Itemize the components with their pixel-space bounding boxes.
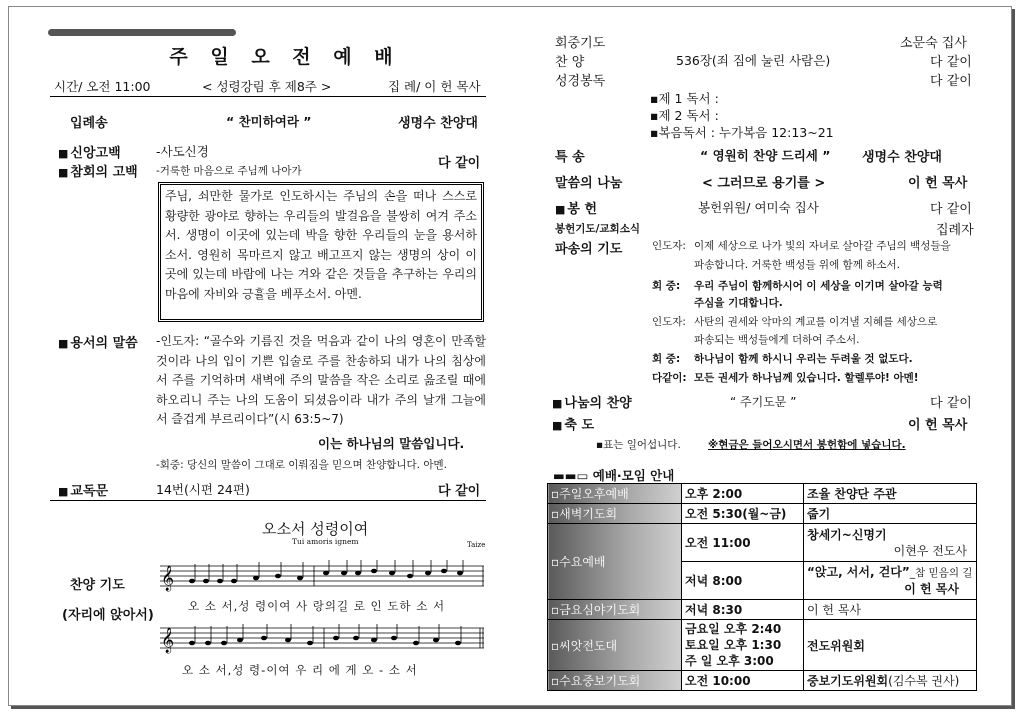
- reading-1: ▪제 1 독서 :: [650, 91, 719, 106]
- music-staff-1: [160, 560, 484, 592]
- sending-cont-2: 주심을 기대합니다.: [694, 297, 783, 309]
- schedule-who: 이 헌 목사: [804, 600, 977, 620]
- sharing-label: ■ 나눔의 찬양: [552, 396, 632, 411]
- square-bullet-icon: ■: [555, 203, 566, 216]
- sending-cont-3: 파송되는 백성들에게 더하여 주소서.: [694, 334, 860, 346]
- blessing-label: ■ 축 도: [552, 418, 595, 433]
- hymn-text: 536장(죄 짐에 눌린 사람은): [676, 53, 831, 68]
- schedule-time: 저녁 8:30: [682, 600, 804, 620]
- reading-2: ▪제 2 독서 :: [650, 108, 719, 123]
- table-row: [548, 504, 977, 524]
- schedule-time: 오전 11:00: [682, 524, 804, 562]
- schedule-name: ▫금요심야기도회: [548, 600, 682, 620]
- schedule-time: 오전 10:00: [682, 671, 804, 691]
- svg-text:𝄞: 𝄞: [161, 566, 175, 591]
- offering-label: ■ 봉 헌: [555, 202, 598, 217]
- decorative-bar: [48, 29, 236, 36]
- litany-text: 14번(시편 24편): [156, 482, 250, 497]
- song-lyrics-2: 오 소 서,성 령-이여 우 리 에 게 오 - 소 서: [182, 663, 418, 677]
- sermon-by: 이 헌 목사: [908, 176, 968, 191]
- hymn-by: 다 같이: [930, 55, 972, 70]
- square-bullet-icon: ■: [58, 337, 69, 350]
- special-label: 특 송: [555, 150, 585, 165]
- pardon-label: ■ 용서의 말씀: [58, 336, 138, 351]
- song-note: (자리에 앉아서): [62, 608, 154, 623]
- song-subtitle: Tui amoris ignem: [292, 537, 359, 546]
- entrance-label: 입례송: [70, 116, 108, 131]
- schedule-who: 줍기: [804, 504, 977, 524]
- sending-text-2: 우리 주님이 함께하시어 이 세상을 이기며 살아갈 능력: [694, 280, 943, 292]
- service-time: 시간/ 오전 11:00: [54, 79, 151, 94]
- music-staff-2: [160, 622, 484, 654]
- sending-text-1: 이제 세상으로 나가 빛의 자녀로 살아갈 주님의 백성들을: [694, 240, 951, 252]
- stand-note: ▪표는 일어섭니다.: [596, 439, 681, 451]
- sharing-by: 다 같이: [930, 396, 972, 411]
- sending-who-1: 인도자:: [652, 240, 686, 252]
- schedule-time: 금요일 오후 2:40 토요일 오후 1:30 주 일 오후 3:00: [682, 620, 804, 671]
- schedule-who: 조율 찬양단 주관: [804, 484, 977, 504]
- schedule-time: 오전 5:30(월~금): [682, 504, 804, 524]
- table-row: [548, 600, 977, 620]
- schedule-name: ▫씨앗전도대: [548, 620, 682, 671]
- song-label: 찬양 기도: [70, 578, 125, 593]
- page-title: 주 일 오 전 예 배: [169, 46, 401, 68]
- square-bullet-icon: ■: [58, 147, 69, 160]
- notice-label: 봉헌기도/교회소식: [555, 223, 640, 235]
- special-title: “ 영원히 찬양 드리세 ”: [700, 148, 831, 163]
- sermon-label: 말씀의 나눔: [555, 176, 623, 191]
- special-by: 생명수 찬양대: [862, 150, 942, 165]
- sending-text-4: 하나님이 함께 하시니 우리는 두려울 것 없도다.: [694, 353, 913, 365]
- entrance-by: 생명수 찬양대: [398, 116, 478, 131]
- schedule-name: ▫수요중보기도회: [548, 671, 682, 691]
- square-bullet-icon: ■: [58, 485, 69, 498]
- litany-by: 다 같이: [438, 484, 481, 499]
- reading-3: ▪복음독서 : 누가복음 12:13~21: [650, 125, 834, 140]
- reading-label: 성경봉독: [555, 74, 606, 89]
- song-lyrics-1: 오 소 서,성 령이여 사 랑의길 로 인 도하 소 서: [188, 599, 446, 613]
- sending-text-3: 사탄의 권세와 악마의 계교를 이겨낼 지혜를 세상으로: [694, 316, 938, 328]
- divider: [50, 500, 486, 501]
- divider: [50, 96, 486, 97]
- square-bullet-icon: ■: [552, 397, 563, 410]
- litany-label: ■ 교독문: [58, 484, 109, 499]
- schedule-name: ▫주일오후예배: [548, 484, 682, 504]
- pardon-response: -회중: 당신의 말씀이 그대로 이뤄짐을 믿으며 찬양합니다. 아멘.: [156, 459, 447, 471]
- entrance-title: “ 찬미하여라 ”: [226, 114, 312, 129]
- svg-text:𝄞: 𝄞: [161, 628, 175, 653]
- square-bullet-icon: ■: [552, 419, 563, 432]
- table-row: [548, 524, 977, 562]
- creed-text: -사도신경: [156, 144, 209, 159]
- sending-who-4: 회 중:: [652, 353, 681, 365]
- rep-prayer-label: 회중기도: [555, 36, 606, 51]
- schedule-who: 전도위원회: [804, 620, 977, 671]
- officiant: 집 례/ 이 헌 목사: [388, 79, 481, 94]
- offering-by: 다 같이: [930, 202, 972, 217]
- sending-cont-1: 파송합니다. 거룩한 백성들 위에 함께 하소서.: [694, 259, 900, 271]
- table-row: [548, 671, 977, 691]
- schedule-who: 창세기~신명기 이현우 전도사: [804, 524, 977, 562]
- sermon-title: < 그러므로 용기를 >: [702, 176, 826, 191]
- church-season: < 성령강림 후 제8주 >: [202, 79, 332, 94]
- song-title: 오소서 성령이여: [262, 520, 369, 538]
- song-composer: Taize: [467, 541, 486, 549]
- offering-text: 봉헌위원/ 여미숙 집사: [698, 200, 819, 215]
- confession-text: -거룩한 마음으로 주님께 나아가: [156, 165, 302, 177]
- table-row: [548, 620, 977, 671]
- square-bullet-icon: ■: [58, 166, 69, 179]
- schedule-name: ▫수요예배: [548, 524, 682, 600]
- confession-prayer-box: 주님, 쇠만한 물가로 인도하시는 주님의 손을 떠나 스스로 황량한 광야로 향하는 우리들의 발걸음을 불쌍히 여겨 주소서. 생명이 이곳에 있는데 박을 향한 우리들의 눈을 용서하소서. 영원히 목마르지 않고 배고프지 않는 생명의 상이 이곳에 있는데 바람에 나는 겨와 같은 것들을 추구하는 우리의 마음에 자비와 긍휼을 베푸소서. 아멘.: [158, 182, 484, 322]
- confession-by: 다 같이: [438, 156, 481, 171]
- rep-prayer-by: 소문숙 집사: [900, 36, 967, 51]
- schedule-who: 중보기도위원회(김수복 권사): [804, 671, 977, 691]
- sending-label: 파송의 기도: [555, 242, 623, 257]
- sending-who-3: 인도자:: [652, 316, 686, 328]
- schedule-table: [547, 483, 977, 691]
- schedule-time: 저녁 8:00: [682, 562, 804, 600]
- sending-text-5: 모든 권세가 하나님께 있습니다. 할렐루야! 아멘!: [694, 372, 919, 384]
- blessing-by: 이 헌 목사: [908, 418, 968, 433]
- schedule-time: 오후 2:00: [682, 484, 804, 504]
- sending-who-5: 다같이:: [652, 372, 687, 384]
- table-row: [548, 484, 977, 504]
- schedule-header: ▬▬▭ 예배·모임 안내: [553, 468, 675, 483]
- notice-by: 집례자: [936, 223, 974, 238]
- creed-label: ■ 신앙고백: [58, 146, 121, 161]
- confession-label: ■ 참회의 고백: [58, 165, 138, 180]
- pardon-text: -인도자: “골수와 기름진 것을 먹음과 같이 나의 영혼이 만족할 것이라 나의 입이 기쁜 입술로 주를 찬송하되 내가 나의 침상에서 주를 기억하며 새벽에 주의 말씀을 작은 소리로 읊조릴 때에 하오리니 주는 나의 도움이 되셨음이라 내가 주의 날개 그늘에서 즐겁게 부르리이다”(시 63:5~7): [156, 334, 486, 426]
- hymn-label: 찬 양: [555, 55, 585, 70]
- pardon-end: 이는 하나님의 말씀입니다.: [318, 436, 465, 451]
- schedule-who: “앉고, 서서, 걷다”_참 믿음의 길 이 헌 목사: [804, 562, 977, 600]
- sending-who-2: 회 중:: [652, 280, 681, 292]
- reading-by: 다 같이: [930, 74, 972, 89]
- cash-note: ※현금은 들어오시면서 봉헌함에 넣습니다.: [708, 439, 906, 451]
- sharing-title: “ 주기도문 ”: [730, 395, 797, 409]
- schedule-name: ▫새벽기도회: [548, 504, 682, 524]
